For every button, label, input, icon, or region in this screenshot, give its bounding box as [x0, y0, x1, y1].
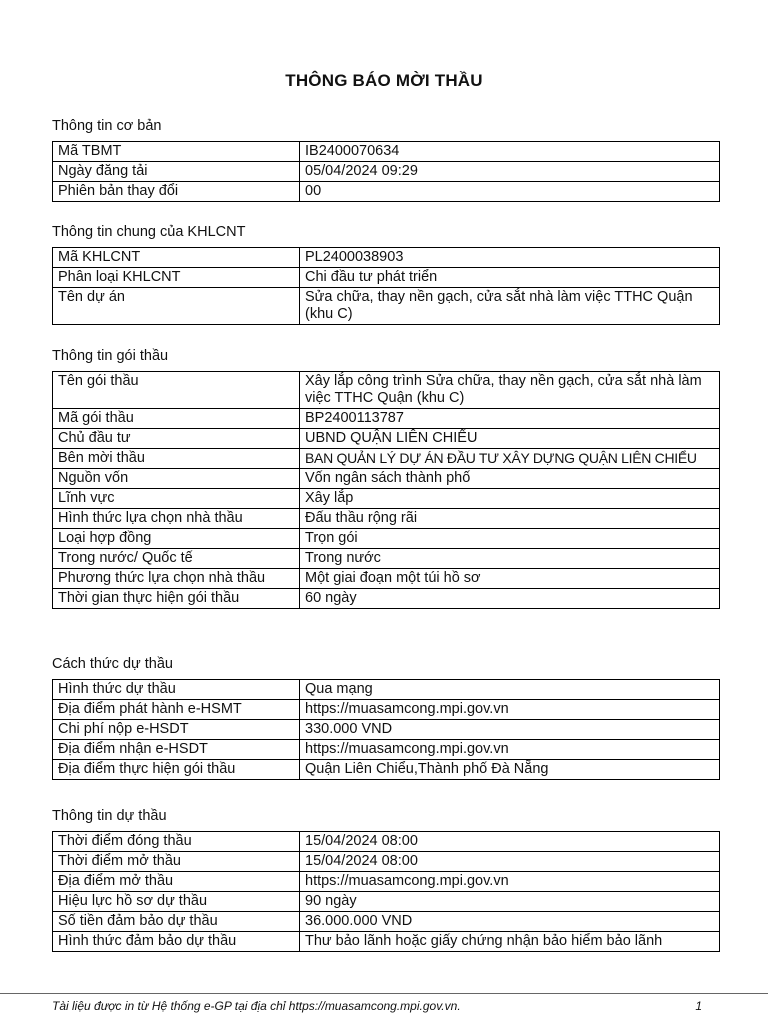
- info-table: [52, 831, 720, 952]
- field-value: Trọn gói: [300, 529, 720, 549]
- field-label: Mã TBMT: [53, 142, 300, 162]
- field-label: Mã gói thầu: [53, 409, 300, 429]
- table-row: [53, 549, 720, 569]
- field-value: Trong nước: [300, 549, 720, 569]
- table-row: [53, 248, 720, 268]
- field-value: Qua mạng: [300, 680, 720, 700]
- field-value: 60 ngày: [300, 589, 720, 609]
- info-table: [52, 247, 720, 325]
- field-value: Thư bảo lãnh hoặc giấy chứng nhận bảo hiểm bảo lãnh: [300, 932, 720, 952]
- field-label: Ngày đăng tải: [53, 162, 300, 182]
- field-label: Địa điểm mở thầu: [53, 872, 300, 892]
- field-label: Thời điểm mở thầu: [53, 852, 300, 872]
- field-label: Mã KHLCNT: [53, 248, 300, 268]
- field-label: Chủ đầu tư: [53, 429, 300, 449]
- field-label: Hiệu lực hồ sơ dự thầu: [53, 892, 300, 912]
- section-heading: Thông tin dự thầu: [52, 808, 167, 824]
- section-heading: Thông tin cơ bản: [52, 118, 162, 134]
- table-row: [53, 409, 720, 429]
- field-label: Phương thức lựa chọn nhà thầu: [53, 569, 300, 589]
- field-value: Xây lắp: [300, 489, 720, 509]
- section-heading: Cách thức dự thầu: [52, 656, 173, 672]
- field-label: Hình thức đảm bảo dự thầu: [53, 932, 300, 952]
- field-value: 90 ngày: [300, 892, 720, 912]
- field-value: Vốn ngân sách thành phố: [300, 469, 720, 489]
- field-value: 36.000.000 VND: [300, 912, 720, 932]
- field-value: Đấu thầu rộng rãi: [300, 509, 720, 529]
- field-label: Địa điểm phát hành e-HSMT: [53, 700, 300, 720]
- table-row: [53, 892, 720, 912]
- table-row: [53, 372, 720, 409]
- section-bidding-method: [52, 655, 720, 780]
- field-label: Địa điểm nhận e-HSDT: [53, 740, 300, 760]
- table-row: [53, 429, 720, 449]
- table-row: [53, 182, 720, 202]
- field-label: Tên dự án: [53, 288, 300, 325]
- field-value: Một giai đoạn một túi hồ sơ: [300, 569, 720, 589]
- field-label: Thời điểm đóng thầu: [53, 832, 300, 852]
- table-row: [53, 529, 720, 549]
- table-row: [53, 589, 720, 609]
- field-label: Bên mời thầu: [53, 449, 300, 469]
- page-number: 1: [695, 999, 702, 1013]
- field-label: Nguồn vốn: [53, 469, 300, 489]
- footer-divider: [0, 993, 768, 994]
- section-heading: Thông tin chung của KHLCNT: [52, 224, 246, 240]
- table-row: [53, 832, 720, 852]
- field-label: Tên gói thầu: [53, 372, 300, 409]
- table-row: [53, 469, 720, 489]
- table-row: [53, 288, 720, 325]
- table-row: [53, 760, 720, 780]
- field-label: Hình thức dự thầu: [53, 680, 300, 700]
- field-value: 00: [300, 182, 720, 202]
- table-row: [53, 509, 720, 529]
- table-row: [53, 268, 720, 288]
- field-value: Quận Liên Chiểu,Thành phố Đà Nẵng: [300, 760, 720, 780]
- table-row: [53, 720, 720, 740]
- field-value: https://muasamcong.mpi.gov.vn: [300, 700, 720, 720]
- field-label: Hình thức lựa chọn nhà thầu: [53, 509, 300, 529]
- field-value: https://muasamcong.mpi.gov.vn: [300, 740, 720, 760]
- table-row: [53, 700, 720, 720]
- table-row: [53, 569, 720, 589]
- section-package-info: [52, 347, 720, 609]
- section-heading: Thông tin gói thầu: [52, 348, 169, 364]
- info-table: [52, 141, 720, 202]
- field-value: 15/04/2024 08:00: [300, 852, 720, 872]
- field-label: Loại hợp đồng: [53, 529, 300, 549]
- footer-text: Tài liệu được in từ Hệ thống e-GP tại địa chỉ https://muasamcong.mpi.gov.vn.: [52, 999, 461, 1013]
- section-bid-info: [52, 807, 720, 952]
- section-basic-info: [52, 117, 720, 202]
- info-table: [52, 371, 720, 609]
- field-value: 330.000 VND: [300, 720, 720, 740]
- table-row: [53, 680, 720, 700]
- table-row: [53, 162, 720, 182]
- field-value: PL2400038903: [300, 248, 720, 268]
- table-row: [53, 932, 720, 952]
- field-value: 15/04/2024 08:00: [300, 832, 720, 852]
- field-value: Chi đầu tư phát triển: [300, 268, 720, 288]
- table-row: [53, 852, 720, 872]
- field-value: 05/04/2024 09:29: [300, 162, 720, 182]
- field-label: Số tiền đảm bảo dự thầu: [53, 912, 300, 932]
- field-label: Lĩnh vực: [53, 489, 300, 509]
- field-label: Trong nước/ Quốc tế: [53, 549, 300, 569]
- field-value: BAN QUẢN LÝ DỰ ÁN ĐẦU TƯ XÂY DỰNG QUẬN LIÊN CHIỂU: [300, 449, 720, 469]
- field-value: UBND QUẬN LIÊN CHIỂU: [300, 429, 720, 449]
- field-label: Phiên bản thay đổi: [53, 182, 300, 202]
- page-title: THÔNG BÁO MỜI THẦU: [285, 71, 483, 90]
- table-row: [53, 142, 720, 162]
- table-row: [53, 489, 720, 509]
- field-value: BP2400113787: [300, 409, 720, 429]
- table-row: [53, 740, 720, 760]
- field-value: https://muasamcong.mpi.gov.vn: [300, 872, 720, 892]
- info-table: [52, 679, 720, 780]
- field-label: Chi phí nộp e-HSDT: [53, 720, 300, 740]
- table-row: [53, 912, 720, 932]
- field-label: Phân loại KHLCNT: [53, 268, 300, 288]
- field-label: Thời gian thực hiện gói thầu: [53, 589, 300, 609]
- field-label: Địa điểm thực hiện gói thầu: [53, 760, 300, 780]
- table-row: [53, 449, 720, 469]
- table-row: [53, 872, 720, 892]
- field-value: Sửa chữa, thay nền gạch, cửa sắt nhà làm việc TTHC Quận (khu C): [300, 288, 720, 325]
- section-khlcnt-info: [52, 223, 720, 325]
- field-value: IB2400070634: [300, 142, 720, 162]
- field-value: Xây lắp công trình Sửa chữa, thay nền gạch, cửa sắt nhà làm việc TTHC Quận (khu C): [300, 372, 720, 409]
